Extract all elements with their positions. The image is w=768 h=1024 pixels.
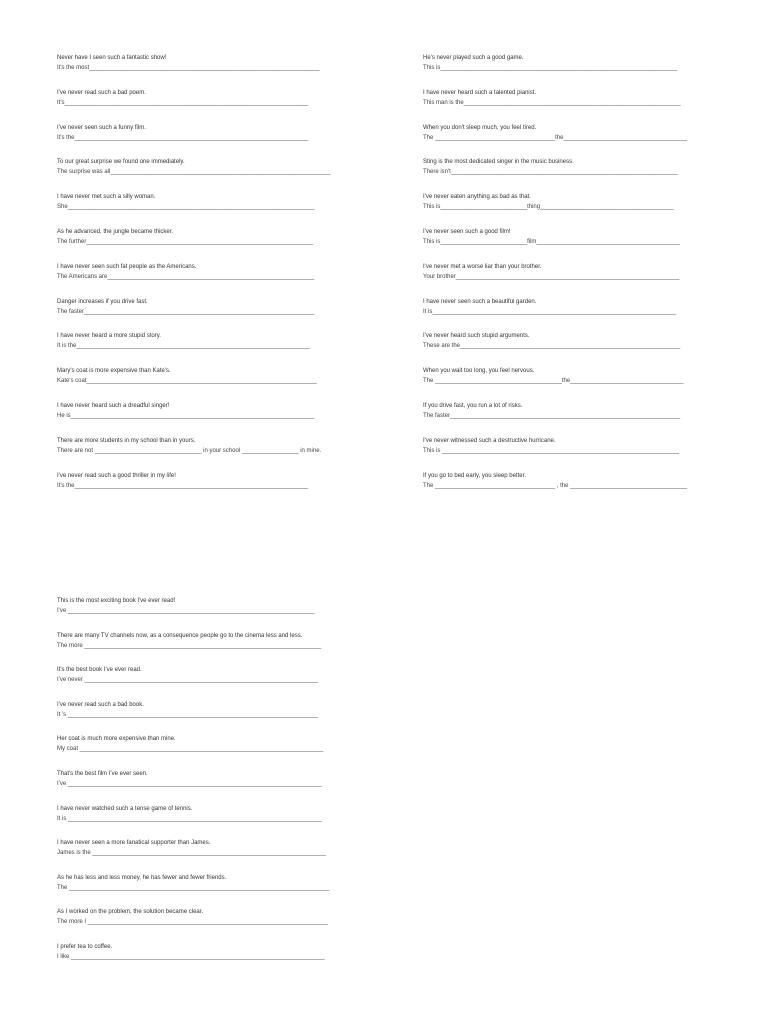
exercise-item bbox=[423, 331, 698, 366]
exercise-item bbox=[423, 401, 698, 436]
answer-line[interactable]: My coat _________________________________________________________________________ bbox=[57, 746, 324, 753]
exercise-prompt: I've never read such a good thriller in my life! bbox=[57, 472, 176, 479]
answer-line[interactable]: There are not ________________________________ in your school _________________ in mine. bbox=[57, 447, 322, 454]
exercise-prompt: As he advanced, the jungle became thicker. bbox=[57, 228, 174, 235]
exercise-prompt: If you drive fast, you run a lot of risks. bbox=[423, 402, 523, 409]
answer-line[interactable]: It is ____________________________________________________________________________ bbox=[57, 815, 322, 822]
exercise-item bbox=[423, 88, 698, 123]
exercise-prompt: There are many TV channels now, as a consequence people go to the cinema less and less. bbox=[57, 632, 303, 639]
exercise-item bbox=[57, 157, 332, 192]
answer-line[interactable]: This is__________________________film___________________________________________ bbox=[423, 238, 680, 245]
answer-line[interactable]: These are the__________________________________________________________________ bbox=[423, 343, 681, 350]
exercise-prompt: When you wait too long, you feel nervous. bbox=[423, 368, 535, 375]
exercise-prompt: I've never eaten anything as bad as that. bbox=[423, 194, 531, 201]
exercise-prompt: If you go to bed early, you sleep better. bbox=[423, 472, 526, 479]
exercise-prompt: I have never seen a more fanatical supporter than James. bbox=[57, 840, 211, 847]
exercise-prompt: I've never witnessed such a destructive hurricane. bbox=[423, 437, 556, 444]
exercise-prompt: I have never watched such a tense game of tennis. bbox=[57, 805, 193, 812]
answer-line[interactable]: I like ____________________________________________________________________________ bbox=[57, 953, 325, 960]
answer-line[interactable]: The ______________________________________________________________________________ bbox=[57, 884, 330, 891]
answer-line[interactable]: This is _______________________________________________________________________ bbox=[423, 447, 679, 454]
exercise-prompt: I've never read such a bad poem. bbox=[57, 89, 146, 96]
exercise-prompt: I have never seen such a beautiful garden. bbox=[423, 298, 537, 305]
exercise-prompt: I've never read such a bad book. bbox=[57, 701, 144, 708]
exercise-item bbox=[57, 262, 332, 297]
answer-line[interactable]: It's the______________________________________________________________________ bbox=[57, 482, 309, 489]
exercise-prompt: I have never heard a more stupid story. bbox=[57, 333, 161, 340]
answer-line[interactable]: The more I ________________________________________________________________________ bbox=[57, 919, 328, 926]
exercise-prompt: Never have I seen such a fantastic show! bbox=[57, 55, 167, 61]
exercise-prompt: That's the best film I've ever seen. bbox=[57, 770, 148, 777]
exercise-item bbox=[423, 366, 698, 401]
answer-line[interactable]: It's the most_____________________________________________________________________ bbox=[57, 65, 320, 71]
answer-line[interactable]: There isn't____________________________________________________________________ bbox=[423, 169, 678, 176]
exercise-item bbox=[423, 192, 698, 227]
answer-line[interactable]: He is_________________________________________________________________________ bbox=[57, 412, 315, 419]
answer-line[interactable]: The further____________________________________________________________________ bbox=[57, 238, 314, 245]
exercise-prompt: I have never heard such a talented pianist. bbox=[423, 89, 537, 96]
exercise-prompt: Her coat is much more expensive than mine. bbox=[57, 736, 176, 743]
exercise-prompt: There are more students in my school than in yours. bbox=[57, 437, 196, 444]
exercise-prompt: I have never heard such a dreadful singer! bbox=[57, 402, 170, 409]
exercise-prompt: This is the most exciting book I've ever read! bbox=[57, 598, 176, 604]
exercise-item bbox=[423, 53, 698, 88]
exercise-prompt: I prefer tea to coffee. bbox=[57, 943, 113, 950]
exercise-item bbox=[57, 123, 332, 158]
right-exercise-column bbox=[423, 53, 698, 505]
answer-line[interactable]: I've __________________________________________________________________________ bbox=[57, 608, 315, 614]
exercise-prompt: When you don't sleep much, you feel tired. bbox=[423, 124, 537, 131]
exercise-item bbox=[423, 157, 698, 192]
exercise-prompt: Danger increases if you drive fast. bbox=[57, 298, 148, 305]
exercise-item bbox=[57, 471, 332, 506]
answer-line[interactable]: James is the ______________________________________________________________________ bbox=[57, 850, 326, 857]
exercise-item bbox=[57, 227, 332, 262]
answer-line[interactable]: The surprise was all__________________________________________________________________ bbox=[57, 169, 331, 176]
answer-line[interactable]: This man is the_________________________________________________________________ bbox=[423, 99, 681, 106]
exercise-prompt: As I worked on the problem, the solution became clear. bbox=[57, 909, 204, 916]
answer-line[interactable]: It 's ___________________________________________________________________________ bbox=[57, 711, 319, 718]
exercise-item bbox=[57, 436, 332, 471]
exercise-prompt: I've never heard such stupid arguments. bbox=[423, 333, 530, 340]
answer-line[interactable]: She__________________________________________________________________________ bbox=[57, 204, 315, 211]
exercise-prompt: To our great surprise we found one immediately. bbox=[57, 159, 185, 166]
bottom-exercise-column bbox=[57, 596, 332, 977]
exercise-item bbox=[423, 123, 698, 158]
answer-line[interactable]: This is__________________________thing________________________________________ bbox=[423, 204, 674, 211]
left-exercise-column bbox=[57, 53, 332, 505]
exercise-item bbox=[57, 88, 332, 123]
exercise-prompt: I've never seen such a funny film. bbox=[57, 124, 146, 131]
exercise-prompt: I've never seen such a good film! bbox=[423, 228, 511, 235]
exercise-item bbox=[423, 262, 698, 297]
answer-line[interactable]: I've never ______________________________________________________________________ bbox=[57, 677, 319, 684]
exercise-item bbox=[423, 436, 698, 471]
exercise-item bbox=[423, 297, 698, 332]
exercise-item bbox=[57, 366, 332, 401]
exercise-item bbox=[57, 596, 332, 631]
exercise-prompt: He's never played such a good game. bbox=[423, 55, 524, 61]
exercise-item bbox=[57, 838, 332, 873]
answer-line[interactable]: It is_________________________________________________________________________ bbox=[423, 308, 676, 315]
answer-line[interactable]: The ____________________________________ , the ___________________________________ bbox=[423, 482, 687, 489]
exercise-item bbox=[423, 471, 698, 506]
answer-line[interactable]: The more _______________________________________________________________________ bbox=[57, 642, 322, 649]
exercise-prompt: I've never met a worse liar than your brother. bbox=[423, 263, 542, 270]
exercise-item bbox=[57, 907, 332, 942]
exercise-prompt: Sting is the most dedicated singer in the music business. bbox=[423, 159, 574, 166]
exercise-item bbox=[57, 665, 332, 700]
exercise-prompt: Mary's coat is more expensive than Kate's. bbox=[57, 368, 171, 375]
answer-line[interactable]: The faster_____________________________________________________________________ bbox=[57, 308, 315, 315]
exercise-prompt: It's the best book I've ever read. bbox=[57, 667, 142, 674]
exercise-item bbox=[57, 192, 332, 227]
exercise-item bbox=[57, 873, 332, 908]
answer-line[interactable]: Your brother___________________________________________________________________ bbox=[423, 273, 680, 280]
exercise-item bbox=[57, 297, 332, 332]
exercise-item bbox=[57, 769, 332, 804]
exercise-item bbox=[57, 942, 332, 977]
answer-line[interactable]: This is_______________________________________________________________________ bbox=[423, 65, 678, 71]
exercise-item bbox=[57, 53, 332, 88]
answer-line[interactable]: I've ____________________________________________________________________________ bbox=[57, 780, 322, 787]
exercise-item bbox=[57, 804, 332, 839]
exercise-item bbox=[57, 734, 332, 769]
answer-line[interactable]: It's the______________________________________________________________________ bbox=[57, 134, 309, 141]
answer-line[interactable]: It's_________________________________________________________________________ bbox=[57, 99, 309, 106]
answer-line[interactable]: The faster_____________________________________________________________________ bbox=[423, 412, 681, 419]
answer-line[interactable]: It is the______________________________________________________________________ bbox=[57, 343, 310, 350]
answer-line[interactable]: The ______________________________________the__________________________________ bbox=[423, 378, 684, 385]
exercise-prompt: I have never met such a silly woman. bbox=[57, 194, 156, 201]
exercise-item bbox=[57, 331, 332, 366]
exercise-item bbox=[423, 227, 698, 262]
answer-line[interactable]: Kate's coat_____________________________________________________________________ bbox=[57, 378, 317, 385]
exercise-prompt: As he has less and less money, he has fewer and fewer friends. bbox=[57, 874, 227, 881]
answer-line[interactable]: The Americans are______________________________________________________________ bbox=[57, 273, 315, 280]
exercise-item bbox=[57, 401, 332, 436]
answer-line[interactable]: The ____________________________________the_____________________________________ bbox=[423, 134, 687, 141]
exercise-prompt: I have never seen such fat people as the Americans. bbox=[57, 263, 197, 270]
exercise-item bbox=[57, 700, 332, 735]
exercise-item bbox=[57, 631, 332, 666]
